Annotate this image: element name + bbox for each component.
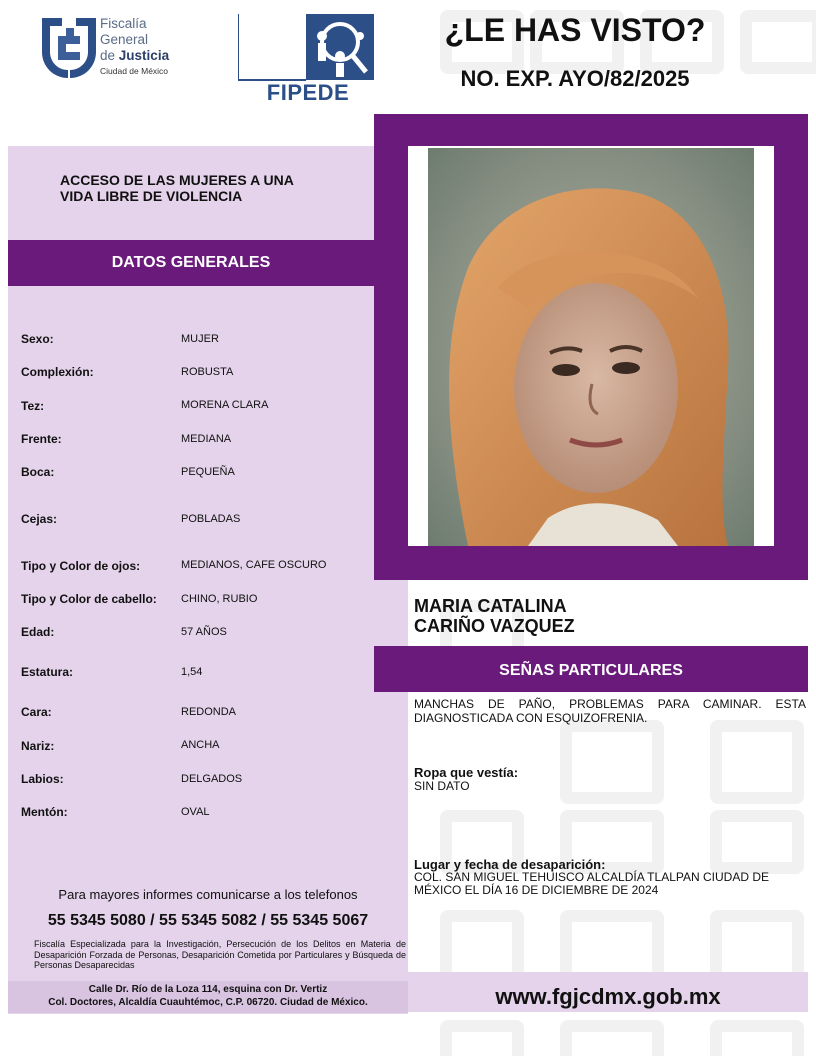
ropa-label: Ropa que vestía: — [414, 765, 519, 780]
lugar-label: Lugar y fecha de desaparición: — [414, 857, 606, 872]
label-tez: Tez: — [21, 399, 45, 413]
address — [8, 983, 408, 1009]
value-nariz: ANCHA — [181, 739, 220, 751]
fgj-wordmark — [100, 16, 169, 78]
portrait-image — [428, 148, 754, 546]
value-edad: 57 AÑOS — [181, 626, 227, 638]
value-tez: MORENA CLARA — [181, 399, 269, 411]
senas-text: MANCHAS DE PAÑO, PROBLEMAS PARA CAMINAR. ESTA DIAGNOSTICADA CON ESQUIZOFRENIA. — [414, 697, 806, 725]
value-cara: REDONDA — [181, 706, 237, 718]
label-edad: Edad: — [21, 625, 55, 639]
label-nariz: Nariz: — [21, 739, 55, 753]
value-sexo: MUJER — [181, 333, 219, 345]
fgj-emblem-icon — [40, 14, 100, 88]
value-cejas: POBLADAS — [181, 513, 241, 525]
value-labios: DELGADOS — [181, 773, 243, 785]
value-cabello: CHINO, RUBIO — [181, 593, 258, 605]
fgj-line2: General — [100, 32, 149, 47]
fipede-logo — [238, 12, 376, 82]
value-ojos: MEDIANOS, CAFE OSCURO — [181, 559, 327, 571]
label-estatura: Estatura: — [21, 665, 74, 679]
label-sexo: Sexo: — [21, 332, 54, 346]
fgj-line3-bold: Justicia — [118, 48, 170, 63]
senas-heading: SEÑAS PARTICULARES — [499, 662, 683, 679]
poster-title: ¿LE HAS VISTO? — [444, 12, 706, 48]
fipede-label: FIPEDE — [266, 80, 350, 105]
address-line2: Col. Doctores, Alcaldía Cuauhtémoc, C.P. 06720. Ciudad de México. — [48, 997, 368, 1008]
person-photo — [428, 148, 754, 546]
label-labios: Labios: — [21, 772, 64, 786]
person-name-line1: MARIA CATALINA — [414, 596, 567, 616]
label-menton: Mentón: — [21, 805, 68, 819]
value-frente: MEDIANA — [181, 433, 232, 445]
program-title: ACCESO DE LAS MUJERES A UNA VIDA LIBRE DE VIOLENCIA — [60, 172, 294, 204]
address-line1: Calle Dr. Río de la Loza 114, esquina con Dr. Vertiz — [88, 984, 328, 995]
expediente-number: NO. EXP. AYO/82/2025 — [460, 66, 690, 91]
fgj-line3-prefix: de — [100, 48, 116, 63]
label-cara: Cara: — [21, 705, 52, 719]
fipede-emblem-icon — [238, 12, 376, 82]
value-estatura: 1,54 — [181, 666, 203, 678]
lugar-value: COL. SAN MIGUEL TEHUISCO ALCALDÍA TLALPAN CIUDAD DE MÉXICO EL DÍA 16 DE DICIEMBRE DE 2024 — [414, 870, 769, 897]
value-menton: OVAL — [181, 806, 210, 818]
label-boca: Boca: — [21, 465, 55, 479]
label-cejas: Cejas: — [21, 512, 58, 526]
label-ojos: Tipo y Color de ojos: — [21, 559, 141, 573]
ropa-value: SIN DATO — [414, 779, 470, 793]
label-frente: Frente: — [21, 432, 62, 446]
fiscalia-description: Fiscalía Especializada para la Investigación, Persecución de los Delitos en Materia de Desaparición Forzada de Personas, Desaparición Cometida por Particulares y Búsqueda de Personas Desaparecidas — [34, 939, 406, 970]
label-complexion: Complexión: — [21, 365, 94, 379]
value-complexion: ROBUSTA — [181, 366, 234, 378]
person-name — [414, 596, 575, 636]
fgj-line1: Fiscalía — [100, 16, 147, 31]
contact-intro: Para mayores informes comunicarse a los telefonos — [58, 887, 358, 902]
datos-generales-heading: DATOS GENERALES — [111, 254, 271, 271]
label-cabello: Tipo y Color de cabello: — [21, 592, 157, 606]
website-link[interactable]: www.fgjcdmx.gob.mx — [495, 984, 721, 1009]
fgj-city: Ciudad de México — [100, 66, 169, 76]
value-boca: PEQUEÑA — [181, 466, 235, 478]
contact-phones: 55 5345 5080 / 55 5345 5082 / 55 5345 5067 — [47, 912, 369, 929]
fgj-line3 — [100, 48, 169, 64]
person-name-line2: CARIÑO VAZQUEZ — [414, 616, 575, 636]
